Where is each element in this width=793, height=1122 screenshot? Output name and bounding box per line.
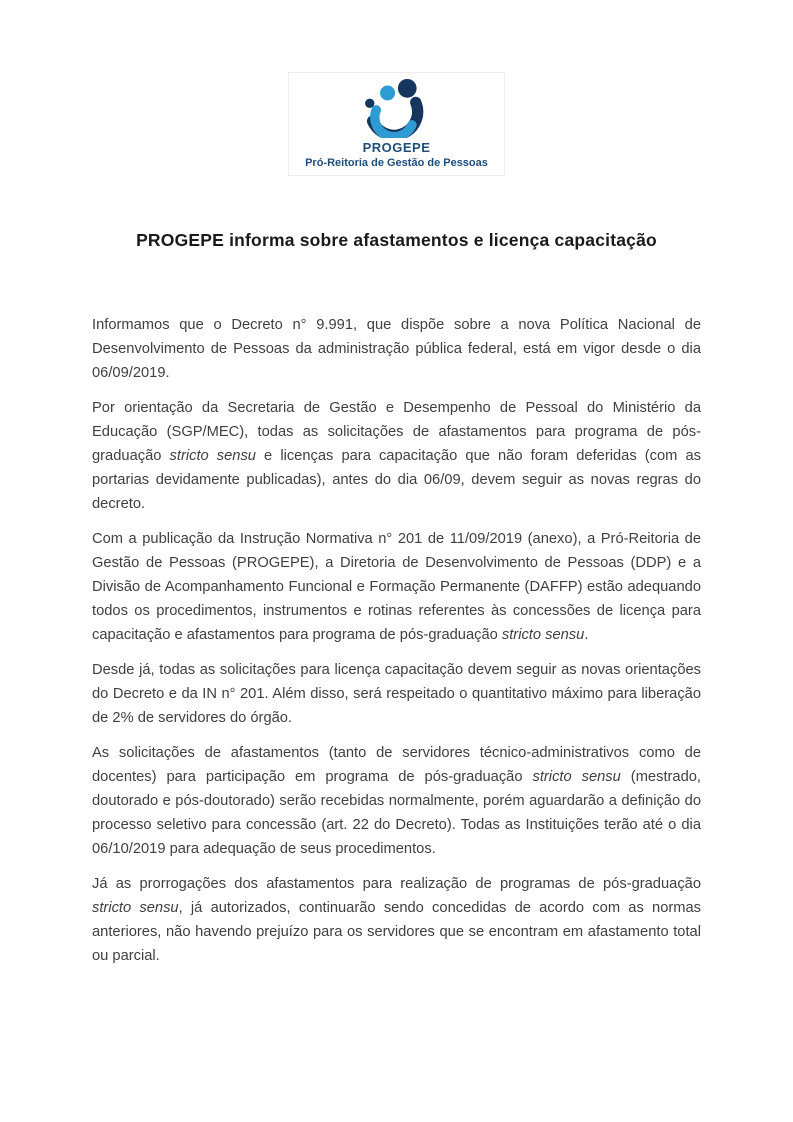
logo-brand: PROGEPE bbox=[362, 140, 431, 155]
progepe-logo bbox=[288, 72, 505, 176]
text-run: Desde já, todas as solicitações para licença capacitação devem seguir as novas orientações do Decreto e da IN n° 201. Além disso, será respeitado o quantitativo máximo para liberação de 2% de servidores do órgão. bbox=[92, 662, 701, 726]
document-title: PROGEPE informa sobre afastamentos e licença capacitação bbox=[136, 230, 657, 250]
text-run: Com a publicação da Instrução Normativa n° 201 de 11/09/2019 (anexo), a Pró-Reitoria de Gestão de Pessoas (PROGEPE), a Diretoria de Desenvolvimento de Pessoas (DDP) e a Divisão de Acompanhamento Funcional e Formação Permanente (DAFFP) estão adequando todos os procedimentos, instrumentos e rotinas referentes às concessões de licença para capacitação e afastamentos para programa de pós-graduação bbox=[92, 531, 701, 643]
paragraph bbox=[92, 872, 701, 968]
paragraph bbox=[92, 741, 701, 861]
text-run: Por orientação da Secretaria de Gestão e Desempenho de Pessoal do Ministério da Educação (SGP/MEC), todas as solicitações de afastamentos para programa de pós-graduação bbox=[92, 400, 701, 464]
italic-text: stricto sensu bbox=[501, 627, 585, 643]
text-run: As solicitações de afastamentos (tanto de servidores técnico-administrativos como de docentes) para participação em programa de pós-graduação bbox=[92, 745, 701, 785]
paragraph bbox=[92, 396, 701, 516]
logo-subtitle: Pró-Reitoria de Gestão de Pessoas bbox=[305, 157, 488, 169]
text-run: , já autorizados, continuarão sendo concedidas de acordo com as normas anteriores, não havendo prejuízo para os servidores que se encontram em afastamento total ou parcial. bbox=[92, 900, 701, 964]
progepe-people-icon bbox=[352, 78, 440, 138]
text-run: . bbox=[584, 627, 589, 643]
text-run: e licenças para capacitação que não foram deferidas (com as portarias devidamente publicadas), antes do dia 06/09, devem seguir as novas regras do decreto. bbox=[92, 448, 701, 512]
text-run: Já as prorrogações dos afastamentos para realização de programas de pós-graduação bbox=[92, 876, 701, 892]
italic-text: stricto sensu bbox=[92, 900, 179, 916]
italic-text: stricto sensu bbox=[532, 769, 621, 785]
text-run: Informamos que o Decreto n° 9.991, que dispõe sobre a nova Política Nacional de Desenvolvimento de Pessoas da administração pública federal, está em vigor desde o dia 06/09/2019. bbox=[92, 317, 701, 381]
italic-text: stricto sensu bbox=[169, 448, 256, 464]
document-body bbox=[92, 313, 701, 968]
text-run: (mestrado, doutorado e pós-doutorado) serão recebidas normalmente, porém aguardarão a definição do processo seletivo para concessão (art. 22 do Decreto). Todas as Instituições terão até o dia 06/10/2019 para adequação de seus procedimentos. bbox=[92, 769, 701, 857]
paragraph bbox=[92, 527, 701, 647]
paragraph bbox=[92, 313, 701, 385]
paragraph bbox=[92, 658, 701, 730]
